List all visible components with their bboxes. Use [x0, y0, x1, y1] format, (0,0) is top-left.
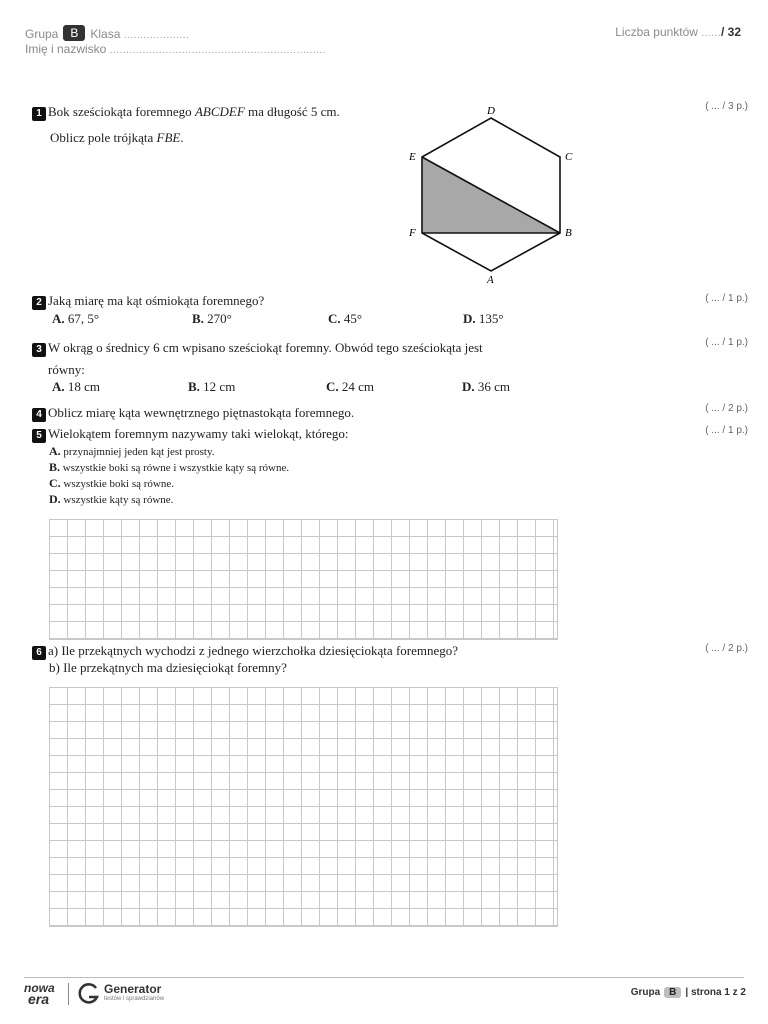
question-1-points: ( ... / 3 p.)	[705, 101, 748, 112]
question-3-points: ( ... / 1 p.)	[705, 337, 748, 348]
question-number-1: 1	[32, 107, 46, 121]
option-value: 36 cm	[477, 379, 511, 394]
option-letter: C.	[328, 311, 341, 326]
question-3-option-b[interactable]	[188, 379, 235, 395]
option-letter: C.	[326, 379, 339, 394]
question-1-line2-c: .	[180, 130, 184, 145]
option-value: 12 cm	[203, 379, 236, 394]
logo-bottom-text: era	[28, 991, 50, 1007]
question-6-text-b: b) Ile przekątnych ma dziesięciokąt foremny?	[49, 660, 287, 675]
header-group-row	[25, 25, 189, 41]
question-number-2: 2	[32, 296, 46, 310]
option-letter: D.	[49, 492, 61, 506]
question-2-option-c[interactable]	[328, 311, 362, 327]
question-1-triangle-name: FBE	[156, 130, 181, 145]
question-3-option-a[interactable]	[52, 379, 100, 395]
question-1-line2	[50, 130, 184, 146]
question-4	[32, 405, 354, 422]
header-points	[615, 25, 741, 39]
question-5-points: ( ... / 1 p.)	[705, 425, 748, 436]
class-field-dots[interactable]: ....................	[123, 30, 190, 41]
option-letter: A.	[52, 311, 65, 326]
hexagon-figure	[405, 100, 577, 288]
question-5-option-d[interactable]	[49, 492, 173, 507]
option-value: 67, 5°	[67, 311, 100, 326]
points-total: / 32	[720, 25, 741, 39]
question-3-text-line2: równy:	[48, 362, 85, 377]
group-label: Grupa	[25, 27, 59, 41]
vertex-label-d: D	[487, 105, 495, 117]
vertex-label-f: F	[409, 227, 416, 239]
footer-group-badge: B	[664, 987, 681, 998]
question-1-hexagon-name: ABCDEF	[194, 104, 245, 119]
option-letter: C.	[49, 476, 61, 490]
question-5	[32, 426, 349, 443]
question-2-points: ( ... / 1 p.)	[705, 293, 748, 304]
generator-title: Generator	[104, 982, 162, 996]
option-value: 18 cm	[67, 379, 101, 394]
option-letter: A.	[49, 444, 61, 458]
answer-grid-2[interactable]	[49, 687, 558, 927]
question-2-option-d[interactable]	[463, 311, 504, 327]
question-5-option-c[interactable]	[49, 476, 174, 491]
option-letter: B.	[192, 311, 204, 326]
question-1-text-c: ma długość 5 cm.	[244, 104, 340, 119]
footer-group-label: Grupa	[630, 987, 661, 998]
nowa-era-logo	[24, 983, 60, 1005]
question-number-4: 4	[32, 408, 46, 422]
option-value: 45°	[343, 311, 363, 326]
vertex-label-b: B	[565, 227, 572, 239]
option-letter: B.	[49, 460, 61, 474]
option-value: wszystkie boki są równe i wszystkie kąty są równe.	[62, 462, 290, 474]
option-value: wszystkie kąty są równe.	[63, 494, 174, 506]
question-1-line2-a: Oblicz pole trójkąta	[50, 130, 157, 145]
question-3-option-d[interactable]	[462, 379, 510, 395]
question-2	[32, 293, 264, 310]
vertex-label-e: E	[409, 151, 416, 163]
question-1-text-a: Bok sześciokąta foremnego	[48, 104, 195, 119]
question-1	[32, 104, 340, 121]
question-2-option-b[interactable]	[192, 311, 232, 327]
question-2-option-a[interactable]	[52, 311, 99, 327]
points-field-dots[interactable]: ......	[701, 28, 721, 39]
option-letter: D.	[463, 311, 476, 326]
name-field-dots[interactable]: ..................................................................	[109, 45, 327, 56]
name-label: Imię i nazwisko	[25, 42, 107, 56]
generator-subtitle: testów i sprawdzianów	[104, 996, 165, 1002]
footer-logo-divider	[68, 983, 69, 1005]
footer-divider	[24, 977, 744, 978]
footer-page-label: | strona 1 z 2	[685, 987, 746, 998]
option-letter: D.	[462, 379, 475, 394]
question-3-option-c[interactable]	[326, 379, 374, 395]
question-6-points: ( ... / 2 p.)	[705, 643, 748, 654]
class-label: Klasa	[90, 27, 121, 41]
question-6-text-a: a) Ile przekątnych wychodzi z jednego wierzchołka dziesięciokąta foremnego?	[48, 643, 459, 658]
question-5-option-a[interactable]	[49, 444, 215, 459]
option-letter: A.	[52, 379, 65, 394]
question-4-points: ( ... / 2 p.)	[705, 403, 748, 414]
option-value: wszystkie boki są równe.	[63, 478, 175, 490]
header-name-row	[25, 42, 326, 56]
option-value: przynajmniej jeden kąt jest prosty.	[63, 446, 215, 458]
footer-page-info	[631, 987, 746, 998]
question-number-5: 5	[32, 429, 46, 443]
question-2-text: Jaką miarę ma kąt ośmiokąta foremnego?	[48, 293, 265, 308]
question-6	[32, 643, 458, 660]
option-value: 24 cm	[341, 379, 375, 394]
question-5-text: Wielokątem foremnym nazywamy taki wielokąt, którego:	[48, 426, 349, 441]
option-value: 135°	[478, 311, 504, 326]
question-number-3: 3	[32, 343, 46, 357]
generator-g-icon	[77, 982, 101, 1006]
answer-grid-1[interactable]	[49, 519, 558, 640]
option-value: 270°	[207, 311, 232, 326]
logo-top-text: nowa	[24, 981, 55, 995]
question-number-6: 6	[32, 646, 46, 660]
question-3-text-line1: W okrąg o średnicy 6 cm wpisano sześciokąt foremny. Obwód tego sześciokąta jest	[48, 340, 483, 355]
vertex-label-c: C	[565, 151, 573, 163]
question-4-text: Oblicz miarę kąta wewnętrznego piętnastokąta foremnego.	[48, 405, 355, 420]
question-5-option-b[interactable]	[49, 460, 289, 475]
points-label: Liczba punktów	[615, 25, 698, 39]
option-letter: B.	[188, 379, 200, 394]
vertex-label-a: A	[487, 274, 494, 286]
question-3	[32, 340, 483, 357]
group-badge: B	[63, 25, 85, 41]
